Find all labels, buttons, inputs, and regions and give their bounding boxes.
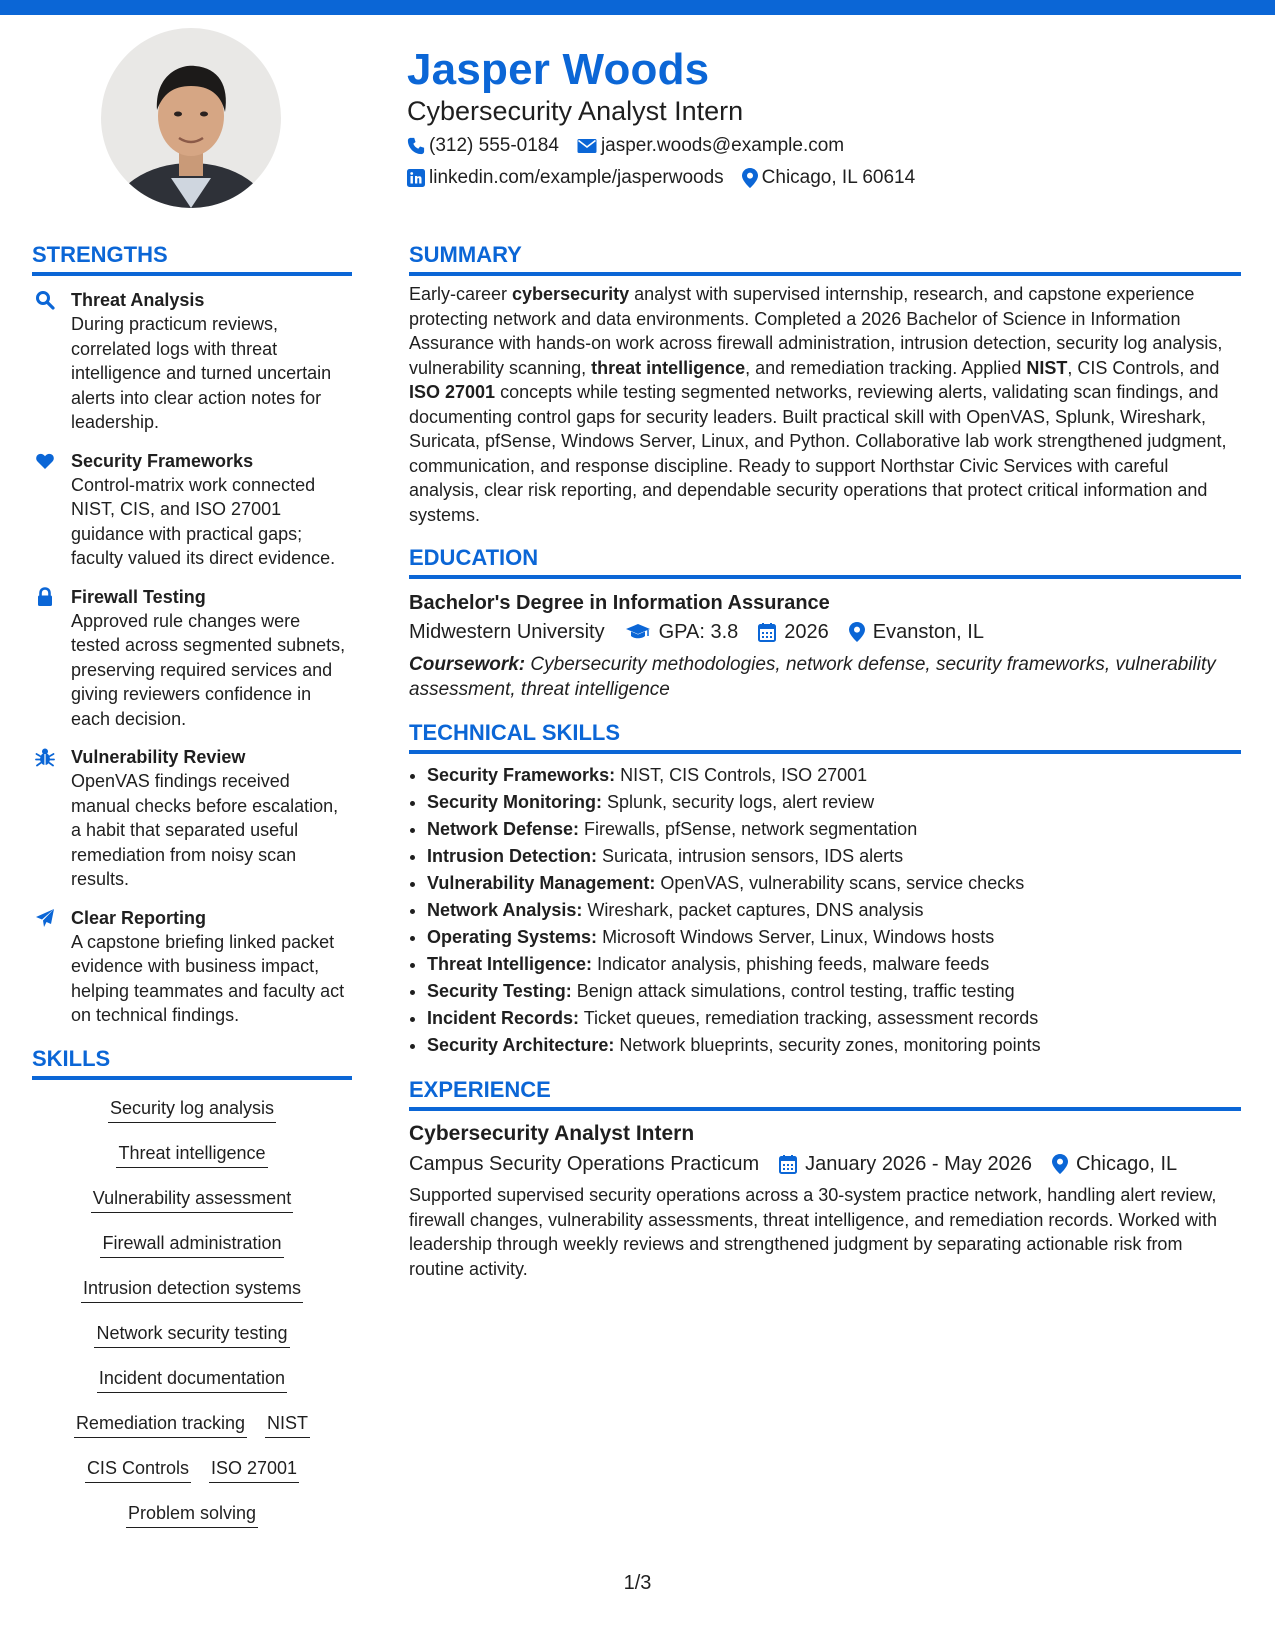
- linkedin-text[interactable]: linkedin.com/example/jasperwoods: [429, 167, 724, 188]
- skill-tag: Security log analysis: [108, 1090, 276, 1123]
- graduation-year: 2026: [784, 621, 829, 643]
- experience-section: [409, 1075, 1241, 1281]
- education-section: [409, 543, 1241, 702]
- skill-tag: Vulnerability assessment: [91, 1180, 293, 1213]
- email-contact[interactable]: [577, 135, 844, 157]
- experience-title: Cybersecurity Analyst Intern: [409, 1122, 695, 1145]
- right-column: [409, 240, 1241, 1281]
- email-text[interactable]: jasper.woods@example.com: [600, 135, 845, 156]
- strength-item: [32, 906, 352, 1028]
- strength-desc: A capstone briefing linked packet evidence with business impact, helping teammates and faculty act on technical findings.: [71, 931, 345, 1025]
- strength-item: [32, 449, 352, 571]
- heart-icon: [35, 451, 55, 471]
- skill-tag: Threat intelligence: [116, 1135, 267, 1168]
- list-item: • Security Testing: Benign attack simulations, control testing, traffic testing: [427, 978, 1241, 1005]
- candidate-title: Cybersecurity Analyst Intern: [407, 96, 744, 126]
- skill-tag: Problem solving: [126, 1495, 258, 1528]
- technical-skills-list: [409, 762, 1241, 1059]
- list-item: • Threat Intelligence: Indicator analysis, phishing feeds, malware feeds: [427, 951, 1241, 978]
- search-icon: [35, 290, 55, 310]
- envelope-icon: [577, 138, 597, 154]
- skill-tag: NIST: [265, 1405, 310, 1438]
- left-column: [32, 240, 352, 1540]
- phone-contact: [407, 135, 559, 157]
- school-location: Evanston, IL: [872, 621, 984, 643]
- map-pin-icon: [849, 622, 865, 642]
- list-item: • Vulnerability Management: OpenVAS, vulnerability scans, service checks: [427, 870, 1241, 897]
- coursework: Coursework: Cybersecurity methodologies, network defense, security frameworks, vulnerability assessment, threat intelligence: [409, 654, 1216, 700]
- education-meta: [409, 617, 1241, 647]
- skill-tag: Incident documentation: [97, 1360, 287, 1393]
- linkedin-contact[interactable]: [407, 167, 724, 189]
- graduation-cap-icon: [625, 623, 651, 641]
- skill-tag: Firewall administration: [100, 1225, 283, 1258]
- strength-item: [32, 585, 352, 732]
- education-heading: EDUCATION: [409, 543, 1241, 579]
- experience-meta: [409, 1149, 1241, 1179]
- gpa-text: GPA: 3.8: [658, 621, 739, 643]
- strength-desc: Control-matrix work connected NIST, CIS, and ISO 27001 guidance with practical gaps; faculty valued its direct evidence.: [71, 474, 336, 568]
- strength-item: [32, 745, 352, 892]
- contact-row-primary: [407, 132, 862, 160]
- technical-skills-section: [409, 718, 1241, 1059]
- skills-list: [32, 1090, 352, 1540]
- list-item: • Security Architecture: Network blueprints, security zones, monitoring points: [427, 1032, 1241, 1059]
- experience-description: Supported supervised security operations across a 30-system practice network, handling alert review, firewall changes, vulnerability assessments, threat intelligence, and remediation records. Worked with leadership through weekly reviews and strengthened judgment by separating actionable risk from routine activity.: [409, 1185, 1218, 1279]
- technical-skills-heading: TECHNICAL SKILLS: [409, 718, 1241, 754]
- page-number: 1/3: [623, 1572, 652, 1594]
- strengths-list: [32, 288, 352, 1028]
- skill-tag: Remediation tracking: [74, 1405, 247, 1438]
- skill-tag: ISO 27001: [209, 1450, 299, 1483]
- skills-heading: SKILLS: [32, 1044, 352, 1080]
- linkedin-icon: [407, 169, 425, 187]
- summary-heading: SUMMARY: [409, 240, 1241, 276]
- experience-dates: January 2026 - May 2026: [805, 1153, 1032, 1175]
- calendar-icon: [758, 622, 776, 642]
- experience-location: Chicago, IL: [1075, 1153, 1178, 1175]
- list-item: • Network Analysis: Wireshark, packet captures, DNS analysis: [427, 897, 1241, 924]
- calendar-icon: [779, 1154, 797, 1174]
- skill-tag: CIS Controls: [85, 1450, 191, 1483]
- skill-tag: Intrusion detection systems: [81, 1270, 303, 1303]
- top-accent-bar: [0, 0, 1275, 15]
- candidate-name: Jasper Woods: [407, 45, 710, 94]
- strength-title: Clear Reporting: [71, 907, 207, 928]
- phone-icon: [407, 137, 425, 155]
- experience-org: Campus Security Operations Practicum: [409, 1153, 760, 1175]
- paper-plane-icon: [35, 908, 55, 928]
- list-item: • Intrusion Detection: Suricata, intrusion sensors, IDS alerts: [427, 843, 1241, 870]
- strength-title: Firewall Testing: [71, 586, 206, 607]
- strength-desc: OpenVAS findings received manual checks before escalation, a habit that separated useful remediation from noisy scan results.: [71, 771, 339, 889]
- skill-tag: Network security testing: [94, 1315, 289, 1348]
- list-item: • Operating Systems: Microsoft Windows Server, Linux, Windows hosts: [427, 924, 1241, 951]
- list-item: • Incident Records: Ticket queues, remediation tracking, assessment records: [427, 1005, 1241, 1032]
- summary-paragraph: Early-career cybersecurity analyst with supervised internship, research, and capstone experience protecting network and data environments. Completed a 2026 Bachelor of Science in Information Assurance with hands-on work across firewall administration, intrusion detection, security log analysis, vulnerability scanning, threat intelligence, and remediation tracking. Applied NIST, CIS Controls, and ISO 27001 concepts while testing segmented networks, reviewing alerts, validating scan findings, and documenting control gaps for security leaders. Built practical skill with OpenVAS, Splunk, Wireshark, Suricata, pfSense, Windows Server, Linux, and Python. Collaborative lab work strengthened judgment, communication, and response discipline. Ready to support Northstar Civic Services with careful analysis, clear risk reporting, and dependable security operations that protect critical information and systems.: [409, 284, 1227, 525]
- strength-desc: Approved rule changes were tested across segmented subnets, preserving required services and giving reviewers confidence in each decision.: [71, 610, 346, 729]
- lock-icon: [35, 587, 55, 607]
- degree-title: Bachelor's Degree in Information Assurance: [409, 592, 830, 614]
- strength-title: Vulnerability Review: [71, 747, 246, 767]
- bug-icon: [35, 747, 55, 767]
- list-item: • Security Monitoring: Splunk, security logs, alert review: [427, 789, 1241, 816]
- location-text: Chicago, IL 60614: [761, 167, 916, 188]
- school-name: Midwestern University: [409, 621, 605, 643]
- map-pin-icon: [1052, 1154, 1068, 1174]
- phone-text: (312) 555-0184: [429, 135, 559, 156]
- experience-heading: EXPERIENCE: [409, 1075, 1241, 1111]
- strengths-heading: STRENGTHS: [32, 240, 352, 276]
- strength-title: Threat Analysis: [71, 290, 205, 310]
- strength-desc: During practicum reviews, correlated logs with threat intelligence and turned uncertain alerts into clear action notes for leadership.: [71, 314, 332, 432]
- strength-title: Security Frameworks: [71, 450, 254, 471]
- list-item: • Security Frameworks: NIST, CIS Controls, ISO 27001: [427, 762, 1241, 789]
- strength-item: [32, 288, 352, 435]
- map-pin-icon: [742, 168, 758, 188]
- list-item: • Network Defense: Firewalls, pfSense, network segmentation: [427, 816, 1241, 843]
- contact-row-secondary: [407, 164, 933, 192]
- profile-photo: [101, 28, 281, 208]
- location-contact: [742, 167, 916, 189]
